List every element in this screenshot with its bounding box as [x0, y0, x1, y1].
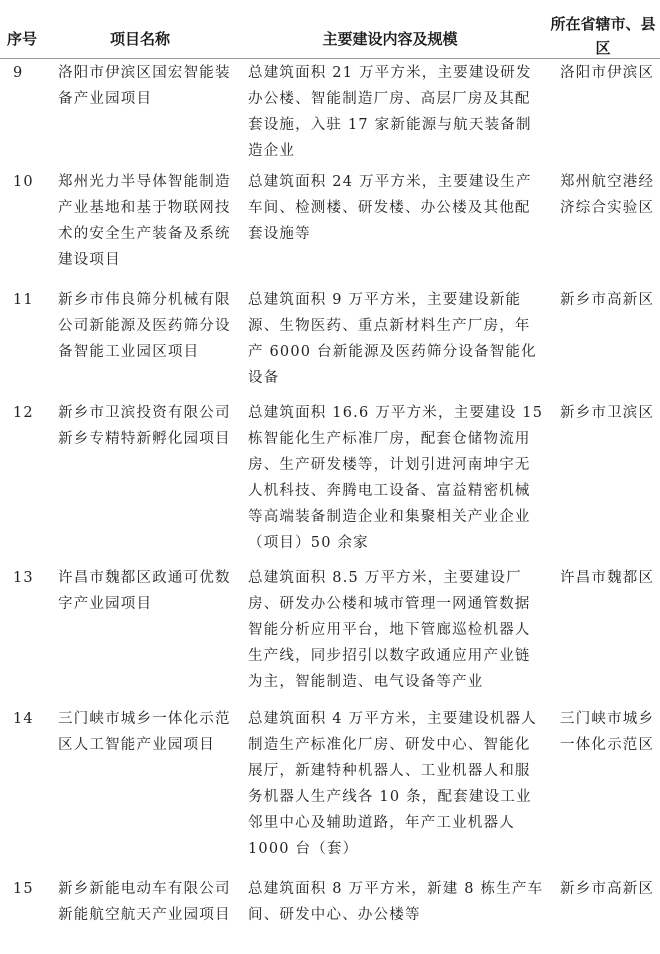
row-content: 总建筑面积 4 万平方米，主要建设机器人制造生产标准化厂房、研发中心、智能化展厅，新建特种机器人、工业机器人和服务机器人生产线各 10 条，配套建设工业邻里中心及辅助道路，年产工业机器人 1000 台（套） — [248, 711, 537, 857]
table-header — [0, 0, 660, 58]
row-content: 总建筑面积 24 万平方米，主要建设生产车间、检测楼、研发楼、办公楼及其他配套设施等 — [248, 174, 532, 242]
row-content: 总建筑面积 8 万平方米，新建 8 栋生产车间、研发中心、办公楼等 — [248, 881, 544, 923]
row-location: 许昌市魏都区 — [560, 570, 655, 586]
header-location: 所在省辖市、县区 — [550, 15, 656, 57]
row-no: 12 — [13, 405, 34, 421]
header-divider — [0, 58, 660, 59]
row-name: 三门峡市城乡一体化示范区人工智能产业园项目 — [58, 711, 231, 753]
row-content: 总建筑面积 9 万平方米，主要建设新能源、生物医药、重点新材料生产厂房，年产 6000 台新能源及医药筛分设备智能化设备 — [248, 292, 537, 386]
row-content: 总建筑面积 21 万平方米，主要建设研发办公楼、智能制造厂房、高层厂房及其配套设施，入驻 17 家新能源与航天装备制造企业 — [248, 65, 532, 159]
row-no: 13 — [13, 570, 34, 586]
row-location: 郑州航空港经济综合实验区 — [560, 174, 655, 216]
header-content: 主要建设内容及规模 — [322, 30, 458, 48]
header-name: 项目名称 — [109, 30, 170, 48]
row-name: 郑州光力半导体智能制造产业基地和基于物联网技术的安全生产装备及系统建设项目 — [58, 174, 231, 268]
row-name: 许昌市魏都区政通可优数字产业园项目 — [58, 570, 231, 612]
row-no: 9 — [13, 65, 24, 81]
row-location: 新乡市高新区 — [560, 881, 655, 897]
row-content: 总建筑面积 8.5 万平方米，主要建设厂房、研发办公楼和城市管理一网通管数据智能分析应用平台，地下管廊巡检机器人生产线，同步招引以数字政通应用产业链为主，智能制造、电气设备等产业 — [248, 570, 531, 690]
row-name: 新乡市卫滨投资有限公司新乡专精特新孵化园项目 — [58, 405, 231, 447]
row-location: 新乡市高新区 — [560, 292, 655, 308]
header-no: 序号 — [6, 30, 37, 48]
row-no: 15 — [13, 881, 34, 897]
row-location: 洛阳市伊滨区 — [560, 65, 655, 81]
row-name: 洛阳市伊滨区国宏智能装备产业园项目 — [58, 65, 231, 107]
row-content: 总建筑面积 16.6 万平方米，主要建设 15 栋智能化生产标准厂房，配套仓储物流用房、生产研发楼等，计划引进河南坤宇无人机科技、奔腾电工设备、富益精密机械等高端装备制造企业和集聚相关产业企业（项目）50 余家 — [248, 405, 544, 551]
row-location: 三门峡市城乡一体化示范区 — [560, 711, 655, 753]
row-no: 10 — [13, 174, 34, 190]
row-name: 新乡新能电动车有限公司新能航空航天产业园项目 — [58, 881, 231, 923]
row-no: 14 — [13, 711, 34, 727]
row-name: 新乡市伟良筛分机械有限公司新能源及医药筛分设备智能工业园区项目 — [58, 292, 231, 360]
row-location: 新乡市卫滨区 — [560, 405, 655, 421]
row-no: 11 — [13, 292, 34, 308]
